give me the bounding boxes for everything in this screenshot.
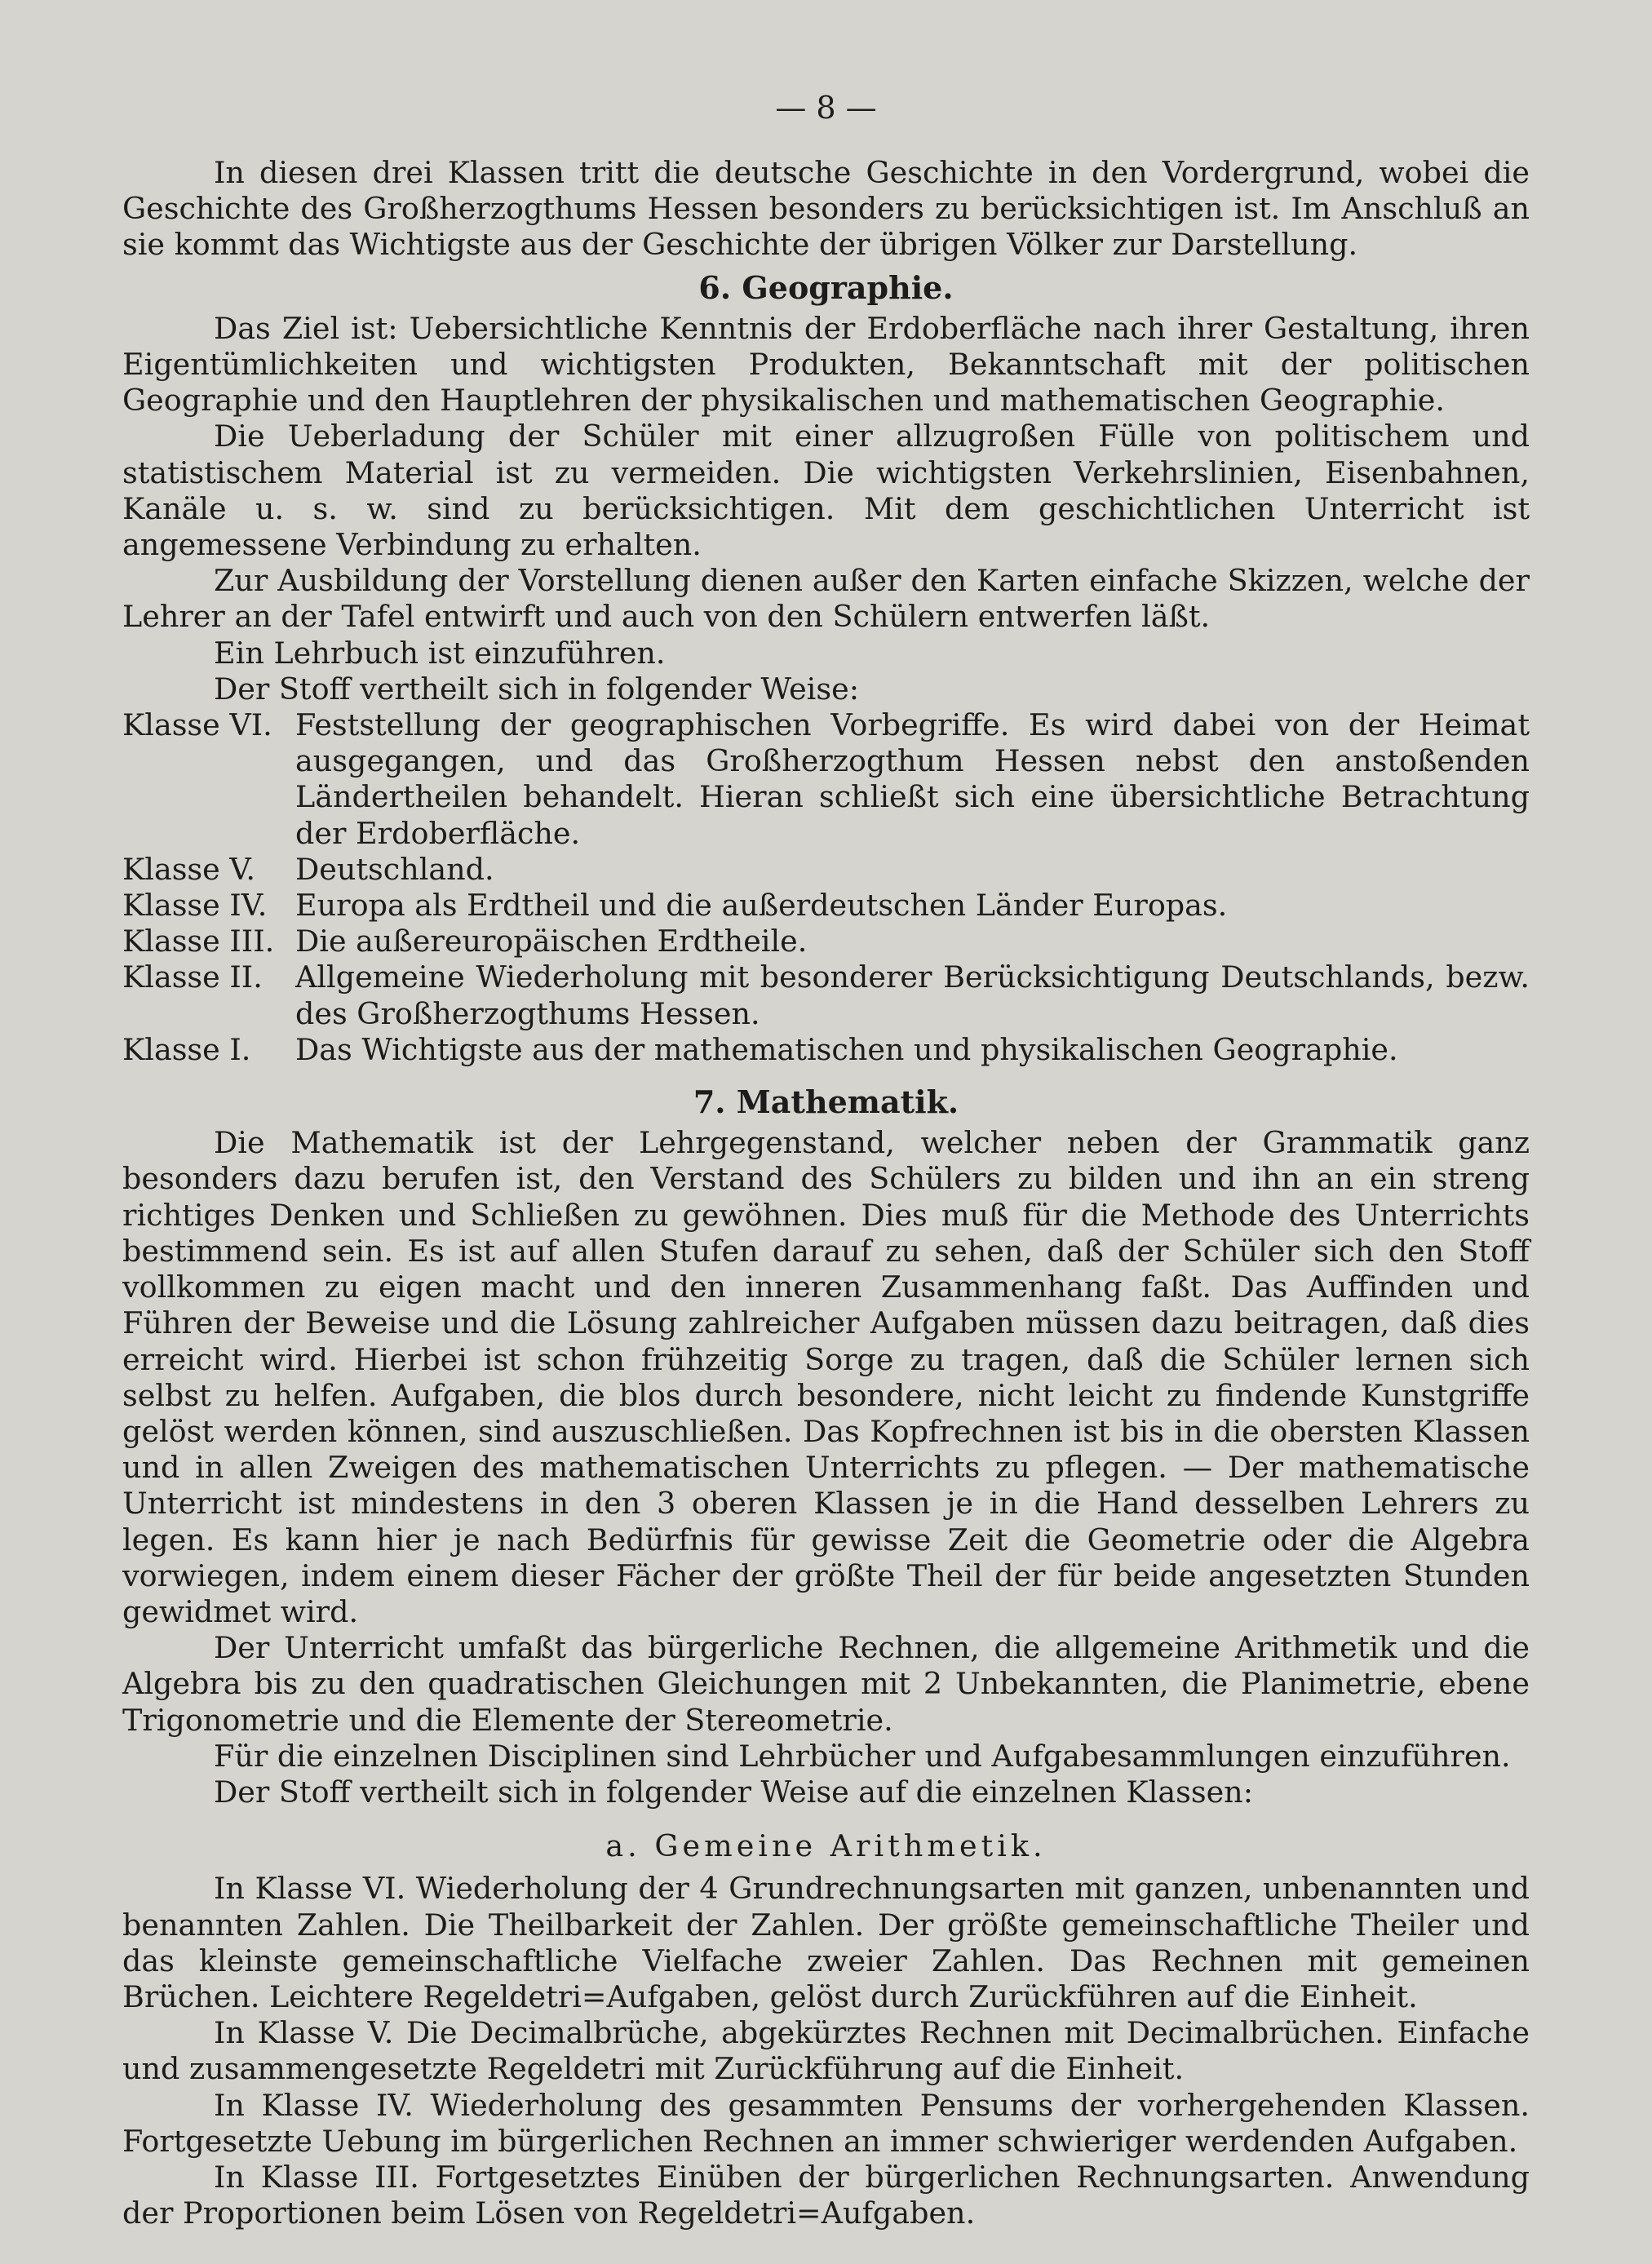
- mathematik-paragraph: Der Stoff vertheilt sich in folgender Weise auf die einzelnen Klassen:: [214, 1774, 1253, 1810]
- mathematik-paragraph: Die Mathematik ist der Lehrgegenstand, welcher neben der Grammatik ganz besonders dazu berufen ist, den Verstand des Schülers zu bilden und ihn an ein streng richtiges Denken und Schließen zu gewöhnen. Dies muß für die Methode des Unterrichts bestimmend sein. Es ist auf allen Stufen darauf zu sehen, daß der Schüler sich den Stoff vollkommen zu eigen macht und den inneren Zusammenhang faßt. Das Auffinden und Führen der Beweise und die Lösung zahlreicher Aufgaben müssen dazu beitragen, daß dies erreicht wird. Hierbei ist schon frühzeitig Sorge zu tragen, daß die Schüler lernen sich selbst zu helfen. Aufgaben, die blos durch besondere, nicht leicht zu findende Kunstgriffe gelöst werden können, sind auszuschließen. Das Kopfrechnen ist bis in die obersten Klassen und in allen Zweigen des mathematischen Unterrichts zu pflegen. — Der mathematische Unterricht ist mindestens in den 3 oberen Klassen je in die Hand desselben Lehrers zu legen. Es kann hier je nach Bedürfnis für gewisse Zeit die Geometrie oder die Algebra vorwiegen, indem einem dieser Fächer der größte Theil der für beide angesetzten Stunden gewidmet wird.: [122, 1125, 1530, 1629]
- geographie-paragraph: Die Ueberladung der Schüler mit einer allzugroßen Fülle von politischem und statistischem Material ist zu vermeiden. Die wichtigsten Verkehrslinien, Eisenbahnen, Kanäle u. s. w. sind zu berücksichtigen. Mit dem geschichtlichen Unterricht ist angemessene Verbindung zu erhalten.: [122, 419, 1530, 563]
- klasse-label: Klasse I.: [122, 1031, 251, 1067]
- mathematik-paragraph: Der Unterricht umfaßt das bürgerliche Rechnen, die allgemeine Arithmetik und die Algebra bis zu den quadratischen Gleichungen mit 2 Unbekannten, die Planimetrie, ebene Trigonometrie und die Elemente der Stereometrie.: [122, 1630, 1530, 1738]
- klasse-text: Europa als Erdtheil und die außerdeutschen Länder Europas.: [295, 888, 1228, 924]
- klasse-row: [122, 852, 1530, 888]
- section-heading-mathematik: 7. Mathematik.: [693, 1083, 959, 1121]
- geographie-paragraph: Ein Lehrbuch ist einzuführen.: [214, 635, 666, 671]
- klasse-row: [122, 707, 1530, 852]
- mathematik-paragraph: Für die einzelnen Disciplinen sind Lehrbücher und Aufgabesammlungen einzuführen.: [214, 1738, 1511, 1774]
- section-heading-geographie: 6. Geographie.: [698, 268, 954, 306]
- klasse-label: Klasse IV.: [122, 888, 268, 924]
- klasse-row: [122, 888, 1530, 924]
- klasse-label: Klasse VI.: [122, 707, 272, 743]
- klasse-text: Das Wichtigste aus der mathematischen und physikalischen Geographie.: [295, 1031, 1398, 1067]
- subsection-heading-arithmetik: a. Gemeine Arithmetik.: [605, 1828, 1047, 1864]
- geographie-paragraph: Das Ziel ist: Uebersichtliche Kenntnis der Erdoberfläche nach ihrer Gestaltung, ihren Eigentümlichkeiten und wichtigsten Produkten, Bekanntschaft mit der politischen Geographie und den Hauptlehren der physikalischen und mathematischen Geographie.: [122, 310, 1530, 419]
- klasse-label: Klasse II.: [122, 959, 263, 995]
- arithmetik-klasse-paragraph: In Klasse III. Fortgesetztes Einüben der bürgerlichen Rechnungsarten. Anwendung der Proportionen beim Lösen von Regeldetri=Aufgaben.: [122, 2159, 1530, 2231]
- klasse-row: [122, 924, 1530, 959]
- geographie-paragraph: Der Stoff vertheilt sich in folgender Weise:: [214, 671, 859, 707]
- klasse-text: Die außereuropäischen Erdtheile.: [295, 924, 808, 959]
- klasse-label: Klasse III.: [122, 924, 275, 959]
- klasse-row: [122, 959, 1530, 1031]
- klasse-text: Feststellung der geographischen Vorbegriffe. Es wird dabei von der Heimat ausgegangen, und das Großherzogthum Hessen nebst den anstoßenden Ländertheilen behandelt. Hieran schließt sich eine übersichtliche Betrachtung der Erdoberfläche.: [295, 707, 1530, 851]
- klasse-text: Deutschland.: [295, 851, 494, 887]
- arithmetik-klasse-paragraph: In Klasse VI. Wiederholung der 4 Grundrechnungsarten mit ganzen, unbenannten und benannten Zahlen. Die Theilbarkeit der Zahlen. Der größte gemeinschaftliche Theiler und das kleinste gemeinschaftliche Vielfache zweier Zahlen. Das Rechnen mit gemeinen Brüchen. Leichtere Regeldetri=Aufgaben, gelöst durch Zurückführen auf die Einheit.: [122, 1871, 1530, 2014]
- geographie-klassen-list: [122, 707, 1530, 1068]
- intro-paragraph: In diesen drei Klassen tritt die deutsche Geschichte in den Vordergrund, wobei die Geschichte des Großherzogthums Hessen besonders zu berücksichtigen ist. Im Anschluß an sie kommt das Wichtigste aus der Geschichte der übrigen Völker zur Darstellung.: [122, 155, 1530, 263]
- klasse-text: Allgemeine Wiederholung mit besonderer Berücksichtigung Deutschlands, bezw. des Großherzogthums Hessen.: [295, 959, 1530, 1031]
- arithmetik-klasse-paragraph: In Klasse V. Die Decimalbrüche, abgekürztes Rechnen mit Decimalbrüchen. Einfache und zusammengesetzte Regeldetri mit Zurückführung auf die Einheit.: [122, 2015, 1530, 2087]
- klasse-row: [122, 1032, 1530, 1068]
- arithmetik-klasse-paragraph: In Klasse IV. Wiederholung des gesammten Pensums der vorhergehenden Klassen. Fortgesetzte Uebung im bürgerlichen Rechnen an immer schwieriger werdenden Aufgaben.: [122, 2087, 1530, 2159]
- page-number: — 8 —: [775, 90, 877, 126]
- klasse-label: Klasse V.: [122, 851, 255, 887]
- geographie-paragraph: Zur Ausbildung der Vorstellung dienen außer den Karten einfache Skizzen, welche der Lehrer an der Tafel entwirft und auch von den Schülern entwerfen läßt.: [122, 563, 1530, 635]
